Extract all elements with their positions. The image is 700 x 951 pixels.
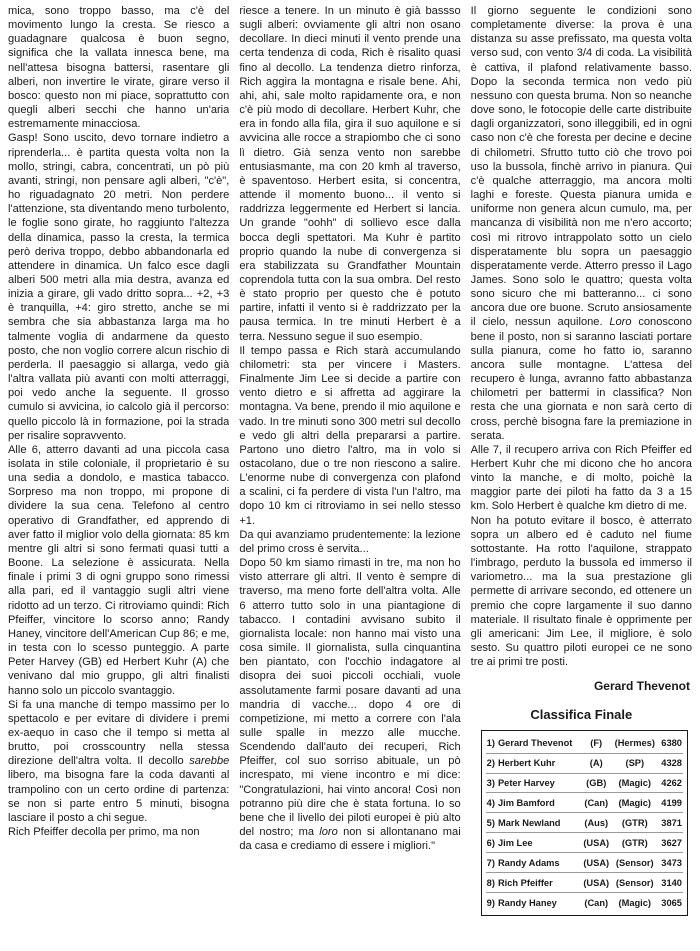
points-cell: 3627 <box>658 833 683 853</box>
rank-cell: 5) <box>486 813 497 833</box>
rank-cell: 7) <box>486 853 497 873</box>
glider-cell: (GTR) <box>612 813 659 833</box>
nation-cell: (USA) <box>581 873 612 893</box>
paragraph-text: Si fa una manche di tempo massimo per lo spettacolo e per evitare di dividere i premi ex-aequo in caso che il tempo si metta al brutto, poi crosscountry nella stessa direzione dell'altra volta. Il decollo <box>8 698 230 768</box>
points-cell: 3473 <box>658 853 683 873</box>
paragraph-text: conoscono bene il posto, non si saranno lasciati portare sulla pianura, come ho fatto io, saranno ancora sulle montagne. L'attesa del recupero è lunga, avranno fatto abbastanza chilometri per battermi in classifica? Non resta che una giornata e non sarà certo di cross, perchè bisogna fare la premiazione in serata. <box>470 316 692 442</box>
article-column-1 <box>8 4 229 951</box>
name-cell: Mark Newland <box>497 813 581 833</box>
paragraph: Non ha potuto evitare il bosco, è atterrato sopra un albero ed è caduto nel fiume sottostante. Ha rotto l'aquilone, strappato l'imbrago, perduto la bussola ed immerso il variometro... ma la sua prestazione gli permette di arrivare secondo, ed ottenere un premio che copre largamente il suo danno materiale. Il risultato finale è opprimente per gli americani: Jim Lee, il migliore, è solo sesto. Su quattro piloti europei ce ne sono tre ai primi tre posti. <box>470 514 692 669</box>
points-cell: 4262 <box>658 773 683 793</box>
name-cell: Randy Haney <box>497 897 557 908</box>
nation-cell: (F) <box>581 734 612 753</box>
rank-cell: 6) <box>486 833 497 853</box>
paragraph <box>239 556 460 853</box>
glider-cell: (Magic) <box>618 897 652 908</box>
nation-cell: (Aus) <box>581 813 612 833</box>
standings-box <box>481 730 688 916</box>
standings-title: Classifica Finale <box>530 706 633 722</box>
article-column-2 <box>239 4 460 951</box>
nation-cell: (USA) <box>581 853 612 873</box>
article-column-3 <box>471 4 692 951</box>
name-cell: Jim Bamford <box>497 793 581 813</box>
glider-cell: (SP) <box>612 753 659 773</box>
name-cell: Peter Harvey <box>497 773 581 793</box>
glider-cell: (Hermes) <box>612 734 659 753</box>
italic-word: loro <box>319 826 338 839</box>
paragraph: Alle 6, atterro davanti ad una piccola casa isolata in stile coloniale, il proprietario è su una sedia a dondolo, e mastica tabacco. Sorpreso ma non troppo, mi propone di dividere la sua cena. Telefono al centro operativo di Grandfather, ed apprendo di aver fatto il miglior volo della giornata: 85 km mentre gli altri si sono fermati quasi tutti a Boone. La selezione è assicurata. Nella finale i primi 3 di ogni gruppo sono rimessi alla pari, ed il vantaggio sugli altri viene ridotto ad un terzo. Ci ritroviamo quindi: Rich Pfeiffer, vincitore lo scorso anno; Randy Haney, vincitore dell'American Cup 86; e me, in testa con lo scesso punteggio. A parte Peter Harvey (GB) ed Herbert Kuhr (A) che venivano dal mio gruppo, gli altri finalisti hanno solo un piccolo svantaggio. <box>8 443 230 697</box>
glider-cell: (Magic) <box>612 793 659 813</box>
author-signature: Gerard Thevenot <box>593 679 690 694</box>
nation-cell: (Can) <box>584 897 609 908</box>
rank-cell: 4) <box>486 793 497 813</box>
paragraph-text: non si allontanano mai da casa e crediamo di essere i migliori." <box>239 826 461 853</box>
glider-cell: (Sensor) <box>612 873 659 893</box>
paragraph: Rich Pfeiffer decolla per primo, ma non <box>8 826 200 839</box>
paragraph-text: Il giorno seguente le condizioni sono completamente diverse: la prova è una distanza su asse prefissato, ma questa volta verso sud, con vento 3/4 di coda. La visibilità è cattiva, il plafond relativamente basso. Dopo la seconda termica non vedo più nessuno con questa bruma. Non so neanche dove sono, le fotocopie delle carte distribuite dagli organizzatori, sono illeggibili, ed in ogni caso non c'è che foresta per decine e decine di chilometri. Sfrutto tutto ciò che trovo poi uso la bussola, finchè arrivo in pianura. Qui c'è qualche atterraggio, ma ancora molti laghi e foreste. Questa pianura umida e uniforme non genera alcun cumulo, ma, per mancanza di visibilità non me n'ero accorto; così mi ritrovo intrappolato sotto un cielo disperatamente blu sopra un paesaggio disperatamente verde. Atterro presso il Lago James. Sono solo le quattro; questa volta sono sicuro che mi batteranno... ci sono ancora due ore buone. Scruto ansiosamente il cielo, nessun aquilone. <box>470 5 692 329</box>
paragraph: Alle 7, il recupero arriva con Rich Pfeiffer ed Herbert Kuhr che mi dicono che ho ancora vinto la manche, e di molto, poichè la maggior parte dei piloti ha fatto da 3 a 15 km. Solo Herbert è qualche km dietro di me. <box>470 443 692 513</box>
standings-row <box>486 773 683 793</box>
paragraph <box>8 698 229 825</box>
standings-row <box>486 734 683 753</box>
paragraph <box>471 4 692 443</box>
glider-cell: (GTR) <box>612 833 659 853</box>
name-cell: Herbert Kuhr <box>497 753 581 773</box>
rank-cell: 8) <box>486 873 497 893</box>
paragraph: Da qui avanziamo prudentemente: la lezione del primo cross è servita... <box>239 528 461 555</box>
points-cell: 4199 <box>658 793 683 813</box>
rank-cell: 2) <box>486 753 497 773</box>
paragraph: Gasp! Sono uscito, devo tornare indietro a riprenderla... è partita questa volta non la mollo, stringi, cabra, concentrati, un pò più avanti, stringi, non pensare agli alberi, "c'è", ho riguadagnato 20 metri. Non perdere l'attenzione, sta diventando meno turbolento, le foglie sono girate, ho raggiunto l'altezza della dinamica, passo la cresta, la termica però deriva troppo, debbo abbandonarla ed attendere in dinamica. Un falco esce dagli alberi 500 metri alla mia destra, avanza ed inizia a girare, gli vado dritto sopra... +2, +3 è tranquilla, +4: giro stretto, anche se mi sembra che sia abbastanza larga ma ho talmente voglia di andarmene da questo posto, che non voglio correre alcun rischio di perderla. Il paesaggio si allarga, vedo già l'altra vallata più avanti con molti atterraggi, poi vedo anche la seguente. Il grosso cumulo si avvicina, io calcolo già il percorso: quello piccolo là in formazione, poi la strada per risalire sopravvento. <box>8 132 230 442</box>
nation-cell: (USA) <box>581 833 612 853</box>
name-cell: Gerard Thevenot <box>497 734 581 753</box>
nation-cell: (Can) <box>581 793 612 813</box>
standings-row <box>486 893 683 912</box>
points-cell: 3871 <box>658 813 683 833</box>
italic-word: Loro <box>609 316 632 329</box>
rank-cell: 9) <box>486 897 495 908</box>
name-cell: Jim Lee <box>497 833 581 853</box>
paragraph: Il tempo passa e Rich starà accumulando chilometri: sta per vincere i Masters. Finalmente Jim Lee si decide a partire con vento dietro e si affretta ad aggirare la montagna. Va bene, prendo il mio aquilone e vado. In tre minuti sono 300 metri sul decollo e vedo gli altri della prepararsi a partire. Partono uno dietro l'altro, ma in volo si ostacolano, due o tre non riescono a salire. L'enorme nube di convergenza con plafond a scalini, ci fa perdere di vista l'un l'altro, ma dopo 10 km ci ritroviamo in sei nello stesso +1. <box>239 344 461 527</box>
paragraph-text: Dopo 50 km siamo rimasti in tre, ma non ho visto atterrare gli altri. Il vento è sempre di traverso, ma meno forte dell'altra volta. Alle 6 atterro tutto solo in una piantagione di tabacco. I contadini avvisano subito il giornalista locale: non hanno mai visto una cosa simile. Il giornalista, sulla cinquantina ben piantato, con l'occhio indagatore al disopra dei suoi piccoli occhiali, vuole assolutamente farmi posare davanti ad una mandria di vacche... dopo 4 ore di competizione, mi metto a correre con l'ala sulle spalle in mezzo alle mucche. Scendendo dall'auto dei recuperi, Rich Pfeiffer, col suo sorriso abituale, un pò increspato, mi viene incontro e mi dice: "Congratulazioni, hai vinto ancora! Così non potranno più dire che è stata fortuna. Io so bene che il livello dei piloti europei è più alto del nostro; ma <box>239 557 461 839</box>
paragraph: riesce a tenere. In un minuto è già bassso sugli alberi: ovviamente gli altri non osano decollare. In dieci minuti il vento prende una certa tendenza di coda, Rich è risalito quasi fino al decollo. La tendenza dietro rinforza, Rich aggira la montagna e risale bene. Ahi, ahi, ahi, sale molto rapidamente ora, e non c'è più modo di decollare. Herbert Kuhr, che era in fondo alla fila, gira il suo aquilone e si avvicina alle rocce a strapiombo che ci sono lì dietro. Già senza vento non sarebbe entusiasmante, ma con 20 kmh al traverso, è spaventoso. Herbert esita, si concentra, attende il momento buono... il vento si raddrizza leggermente ed Herbert si lancia. Un grande "oohh" di sollievo esce dalla bocca degli spettatori. Ma Kuhr è partito proprio quando la nube di convergenza si era stabilizzata su Grandfather Mountain coprendola tutta con la sua ombra. Del resto è stato proprio per questo che è potuto partire, infatti il vento si è raddrizzato per la pausa termica. In tre minuti Herbert è a terra. Nessuno segue il suo esempio. <box>239 5 461 343</box>
points-cell: 3140 <box>658 873 683 893</box>
glider-cell: (Magic) <box>612 773 659 793</box>
points-cell: 6380 <box>658 734 683 753</box>
italic-word: sarebbe <box>189 755 230 768</box>
name-cell: Randy Adams <box>497 853 581 873</box>
standings-table <box>486 734 683 912</box>
nation-cell: (GB) <box>581 773 612 793</box>
paragraph: mica, sono troppo basso, ma c'è del movimento lungo la cresta. Se riesco a guadagnare qualcosa è buon segno, significa che la vallata innesca bene, ma nell'attesa bisogna battersi, rasentare gli alberi, non invertire le virate, girare verso il bosco: questo non mi piace, soprattutto con quegli alberi secchi che hanno un'aria estremamente minacciosa. <box>8 5 230 131</box>
standings-row <box>486 813 683 833</box>
standings-row <box>486 793 683 813</box>
standings-row <box>486 853 683 873</box>
paragraph-text: libero, ma bisogna fare la coda davanti al trampolino con un certo ordine di partenza: se non si parte entro 5 minuti, bisogna lasciare il posto a chi segue. <box>8 769 230 824</box>
standings-row <box>486 873 683 893</box>
glider-cell: (Sensor) <box>612 853 659 873</box>
nation-cell: (A) <box>581 753 612 773</box>
rank-cell: 1) <box>486 734 497 753</box>
standings-row <box>486 753 683 773</box>
points-cell: 3065 <box>661 897 682 908</box>
name-cell: Rich Pfeiffer <box>497 873 581 893</box>
standings-row <box>486 833 683 853</box>
points-cell: 4328 <box>658 753 683 773</box>
rank-cell: 3) <box>486 773 497 793</box>
